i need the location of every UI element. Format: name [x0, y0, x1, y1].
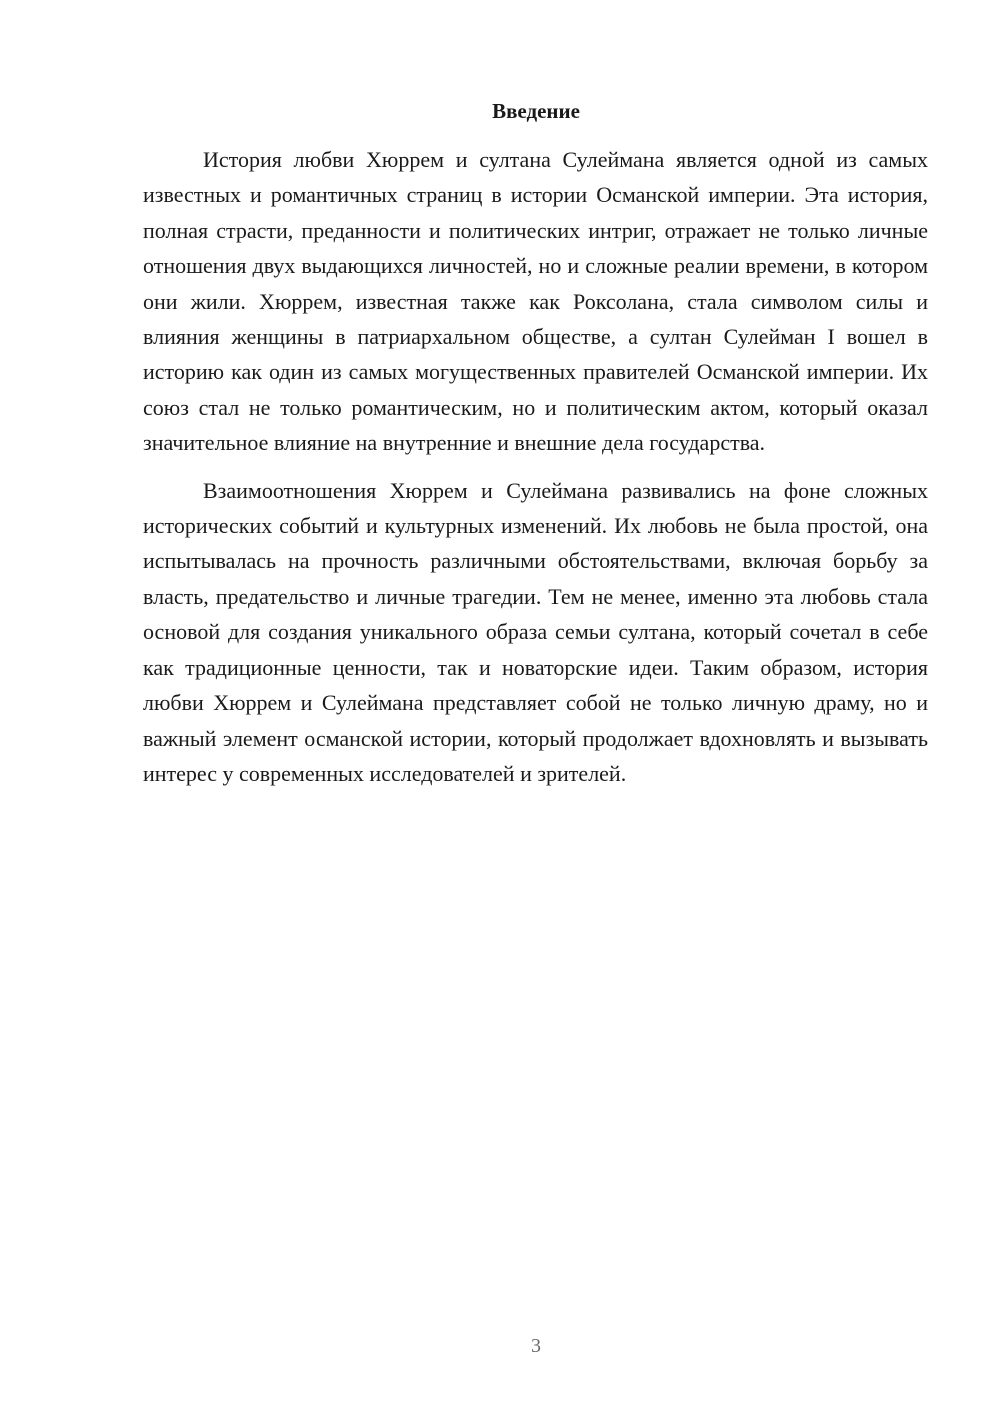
- paragraph-1: История любви Хюррем и султана Сулеймана является одной из самых известных и романтичных страниц в истории Османской империи. Эта история, полная страсти, преданности и политических интриг, отражает не только личные отношения двух выдающихся личностей, но и сложные реалии времени, в котором они жили. Хюррем, известная также как Роксолана, стала символом силы и влияния женщины в патриархальном обществе, а султан Сулейман I вошел в историю как один из самых могущественных правителей Османской империи. Их союз стал не только романтическим, но и политическим актом, который оказал значительное влияние на внутренние и внешние дела государства.: [143, 147, 928, 456]
- paragraph-2: Взаимоотношения Хюррем и Сулеймана развивались на фоне сложных исторических событий и культурных изменений. Их любовь не была простой, она испытывалась на прочность различными обстоятельствами, включая борьбу за власть, предательство и личные трагедии. Тем не менее, именно эта любовь стала основой для создания уникального образа семьи султана, который сочетал в себе как традиционные ценности, так и новаторские идеи. Таким образом, история любви Хюррем и Сулеймана представляет собой не только личную драму, но и важный элемент османской истории, который продолжает вдохновлять и вызывать интерес у современных исследователей и зрителей.: [143, 477, 928, 786]
- body-text: [143, 142, 928, 803]
- page-number: 3: [531, 1335, 541, 1357]
- page-title: Введение: [492, 99, 580, 123]
